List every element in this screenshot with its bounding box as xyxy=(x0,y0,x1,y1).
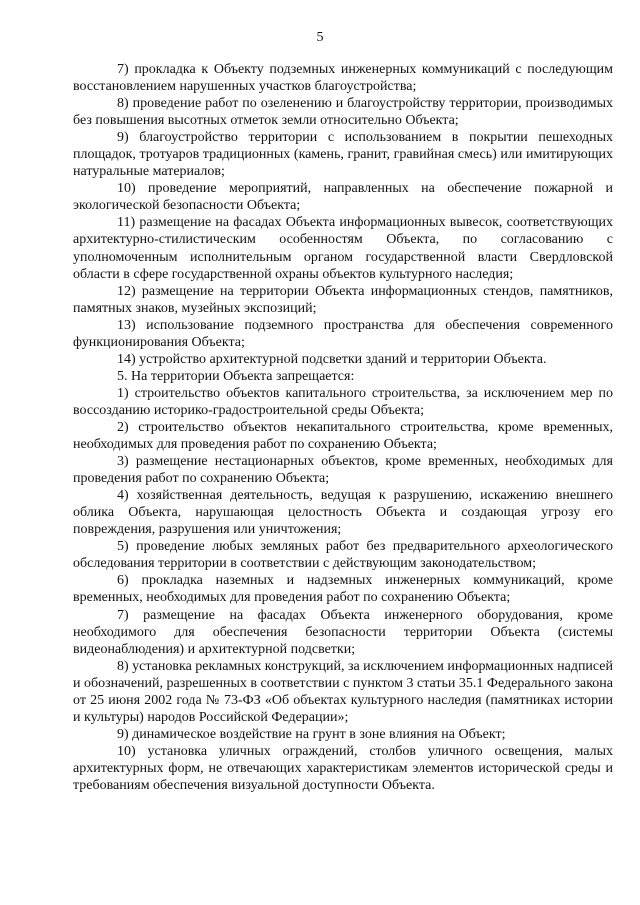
page-number: 5 xyxy=(316,30,324,45)
paragraph-prohibited-4: 4) хозяйственная деятельность, ведущая к разрушению, искажению внешнего облика Объекта, нарушающая целостность Объекта и создающая угрозу его повреждения, разрушения или уничтожения; xyxy=(73,488,613,538)
paragraph-prohibited-5: 5) проведение любых земляных работ без предварительного археологического обследования территории в соответствии с действующим законодательством; xyxy=(73,539,613,572)
paragraph-prohibited-3: 3) размещение нестационарных объектов, кроме временных, необходимых для проведения работ по сохранению Объекта; xyxy=(73,454,613,487)
paragraph-prohibited-10: 10) установка уличных ограждений, столбов уличного освещения, малых архитектурных форм, не отвечающих характеристикам элементов исторической среды и требованиям обеспечения визуальной доступности Объекта. xyxy=(73,743,613,793)
paragraph-prohibited-1: 1) строительство объектов капитального строительства, за исключением мер по воссозданию историко-градостроительной среды Объекта; xyxy=(73,385,613,418)
paragraph-allowed-11: 11) размещение на фасадах Объекта информационных вывесок, соответствующих архитектурно-стилистическим особенностям Объекта, по согласованию с уполномоченным исполнительным органом государственной власти Свердловской области в сфере государственной охраны объектов культурного наследия; xyxy=(73,215,613,282)
paragraph-allowed-13: 13) использование подземного пространства для обеспечения современного функционирования Объекта; xyxy=(73,317,613,350)
paragraph-allowed-8: 8) проведение работ по озеленению и благоустройству территории, производимых без повышения высотных отметок земли относительно Объекта; xyxy=(73,96,613,129)
paragraph-prohibited-8: 8) установка рекламных конструкций, за исключением информационных надписей и обозначений, разрешенных в соответствии с пунктом 3 статьи 35.1 Федерального закона от 25 июня 2002 года № 73-ФЗ «Об объектах культурного наследия (памятниках истории и культуры) народов Российской Федерации»; xyxy=(73,658,614,725)
paragraph-allowed-7: 7) прокладка к Объекту подземных инженерных коммуникаций с последующим восстановлением нарушенных участков благоустройства; xyxy=(73,62,613,95)
paragraph-prohibited-7: 7) размещение на фасадах Объекта инженерного оборудования, кроме необходимого для обеспечения безопасности территории Объекта (системы видеонаблюдения) и архитектурной подсветки; xyxy=(73,607,613,657)
paragraph-allowed-10: 10) проведение мероприятий, направленных на обеспечение пожарной и экологической безопасности Объекта; xyxy=(73,181,613,214)
paragraph-prohibited-2: 2) строительство объектов некапитального строительства, кроме временных, необходимых для проведения работ по сохранению Объекта; xyxy=(73,419,613,453)
paragraph-allowed-14: 14) устройство архитектурной подсветки зданий и территории Объекта. xyxy=(117,351,547,367)
paragraph-prohibited-9: 9) динамическое воздействие на грунт в зоне влияния на Объект; xyxy=(117,726,506,742)
paragraph-allowed-12: 12) размещение на территории Объекта информационных стендов, памятников, памятных знаков, музейных экспозиций; xyxy=(73,283,613,316)
section-5-heading: 5. На территории Объекта запрещается: xyxy=(117,368,355,384)
paragraph-allowed-9: 9) благоустройство территории с использованием в покрытии пешеходных площадок, тротуаров традиционных (камень, гранит, гравийная смесь) или имитирующих натуральные материалов; xyxy=(73,130,613,180)
paragraph-prohibited-6: 6) прокладка наземных и надземных инженерных коммуникаций, кроме временных, необходимых для проведения работ по сохранению Объекта; xyxy=(73,573,613,606)
document-body xyxy=(73,61,613,794)
